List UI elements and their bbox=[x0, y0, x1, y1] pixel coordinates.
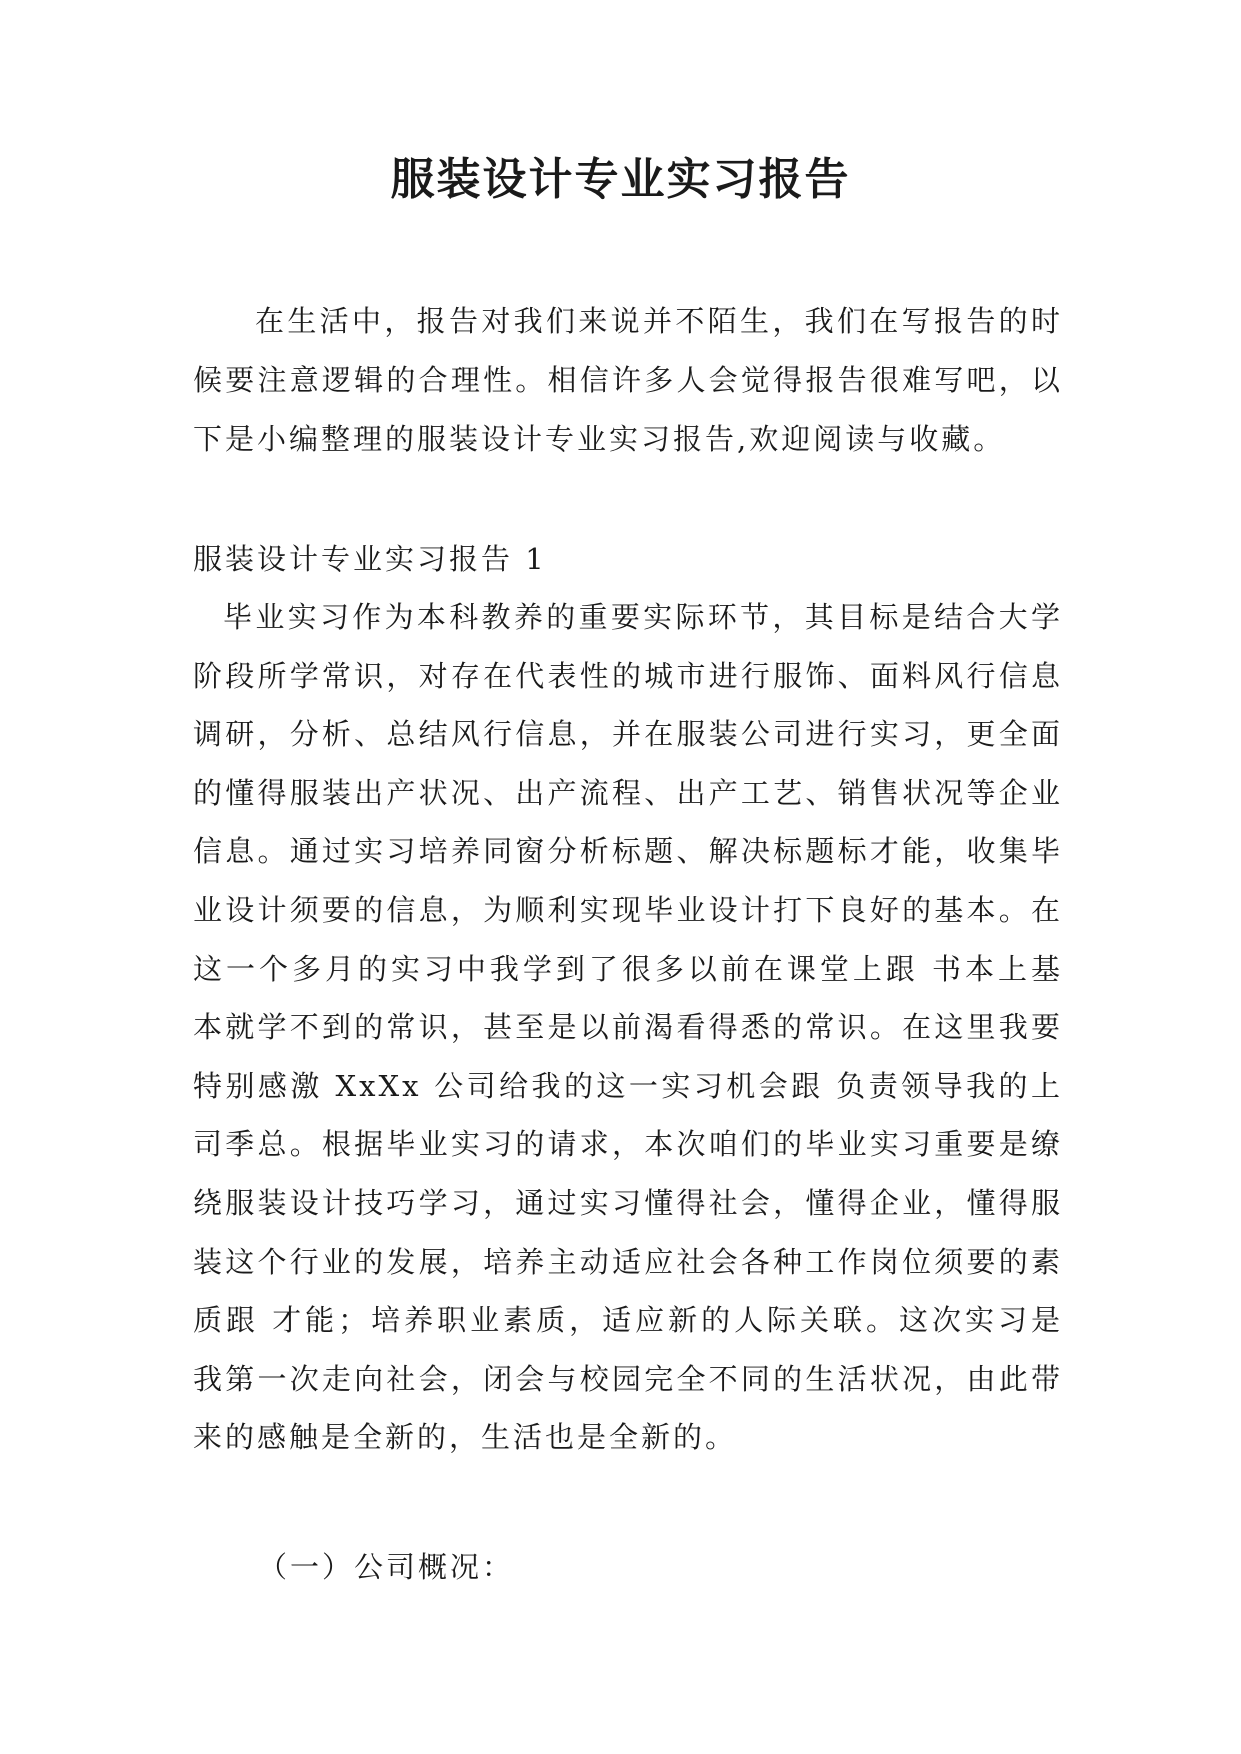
intro-paragraph: 在生活中，报告对我们来说并不陌生，我们在写报告的时候要注意逻辑的合理性。相信许多人会觉得报告很难写吧，以下是小编整理的服装设计专业实习报告,欢迎阅读与收藏。 bbox=[193, 304, 1063, 456]
document-title: 服装设计专业实习报告 bbox=[390, 154, 851, 205]
body-paragraph: 毕业实习作为本科教养的重要实际环节，其目标是结合大学阶段所学常识，对存在代表性的城市进行服饰、面料风行信息调研，分析、总结风行信息，并在服装公司进行实习，更全面的懂得服装出产状况、出产流程、出产工艺、销售状况等企业信息。通过实习培养同窗分析标题、解决标题标才能，收集毕业设计须要的信息，为顺利实现毕业设计打下良好的基本。在这一个多月的实习中我学到了很多以前在课堂上跟 书本上基本就学不到的常识，甚至是以前渴看得悉的常识。在这里我要特别感激 XxXx 公司给我的这一实习机会跟 负责领导我的上司季总。根据毕业实习的请求，本次咱们的毕业实习重要是缭绕服装设计技巧学习，通过实习懂得社会，懂得企业，懂得服装这个行业的发展，培养主动适应社会各种工作岗位须要的素质跟 才能；培养职业素质，适应新的人际关联。这次实习是我第一次走向社会，闭会与校园完全不同的生活状况，由此带来的感触是全新的，生活也是全新的。 bbox=[193, 600, 1063, 1455]
section-title: 服装设计专业实习报告 1 bbox=[193, 542, 547, 576]
subsection-title: （一）公司概况： bbox=[258, 1550, 515, 1584]
